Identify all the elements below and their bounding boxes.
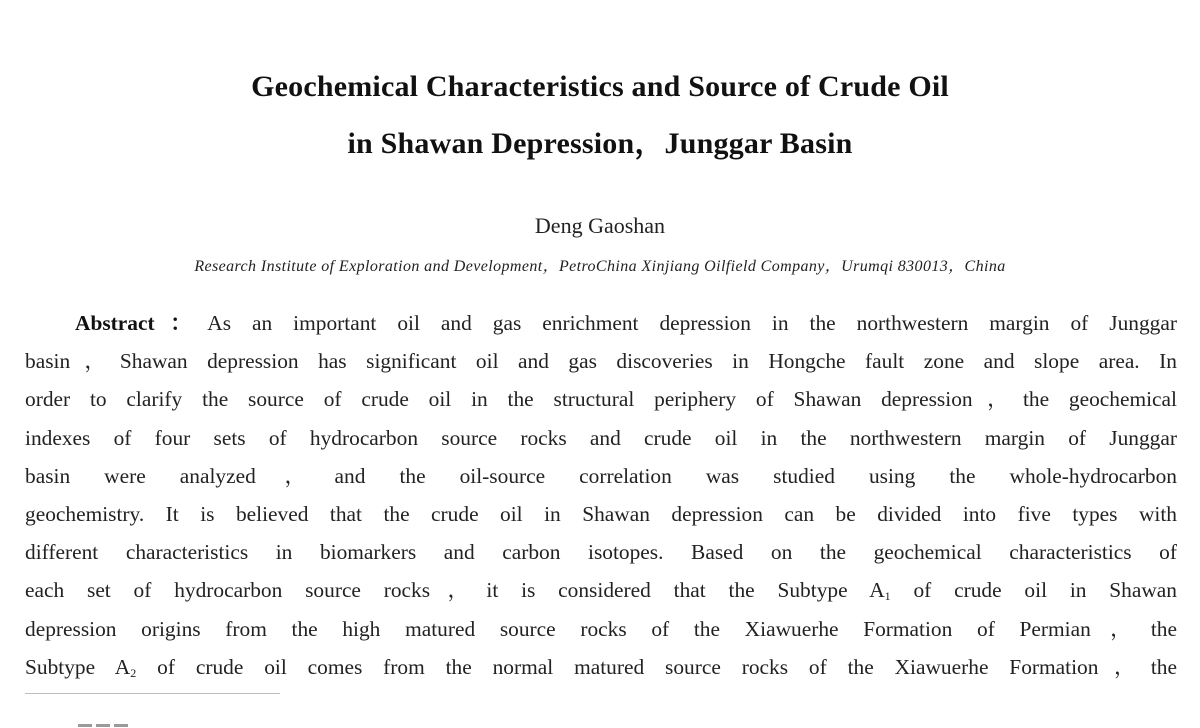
- abstract-line-text: of crude oil comes from the normal matured source rocks of the Xiawuerhe Formation，the: [136, 654, 1177, 679]
- abstract-line: geochemistry. It is believed that the crude oil in Shawan depression can be divided into five types with: [25, 501, 1177, 526]
- abstract-line: basin were analyzed，and the oil-source correlation was studied using the whole-hydrocarbon: [25, 463, 1177, 488]
- abstract-line: indexes of four sets of hydrocarbon source rocks and crude oil in the northwestern margin of Junggar: [25, 425, 1177, 450]
- author-name: Deng Gaoshan: [534, 213, 666, 238]
- abstract-line: depression origins from the high matured source rocks of the Xiawuerhe Formation of Permian，the: [25, 616, 1177, 641]
- abstract-line: different characteristics in biomarkers and carbon isotopes. Based on the geochemical characteristics of: [25, 540, 1177, 565]
- subscript: 1: [884, 589, 891, 604]
- abstract-line: order to clarify the source of crude oil in the structural periphery of Shawan depression，the geochemical: [25, 387, 1177, 412]
- abstract-line: basin，Shawan depression has significant oil and gas discoveries in Hongche fault zone and slope area. In: [25, 349, 1177, 374]
- footnote-divider: [25, 693, 280, 694]
- subscript: 2: [130, 665, 137, 680]
- footnote-fragment: [78, 716, 158, 728]
- abstract-line-text: Subtype A: [25, 654, 131, 679]
- paper-title-line-1: Geochemical Characteristics and Source of Crude Oil: [251, 70, 949, 103]
- abstract-line: [25, 648, 1177, 686]
- paper-title-line-2: in Shawan Depression，Junggar Basin: [347, 127, 853, 160]
- abstract-line: [25, 571, 1177, 609]
- abstract-line-text: of crude oil in Shawan: [890, 578, 1177, 603]
- abstract-line-text: each set of hydrocarbon source rocks，it is considered that the Subtype A: [25, 578, 885, 603]
- abstract-body: [25, 304, 1177, 686]
- author-affiliation: Research Institute of Exploration and Development，PetroChina Xinjiang Oilfield Company，Urumqi 830013，China: [194, 258, 1006, 275]
- abstract-line: [25, 304, 1177, 342]
- abstract-line-text: As an important oil and gas enrichment depression in the northwestern margin of Junggar: [207, 311, 1177, 335]
- abstract-label: Abstract：: [75, 311, 208, 335]
